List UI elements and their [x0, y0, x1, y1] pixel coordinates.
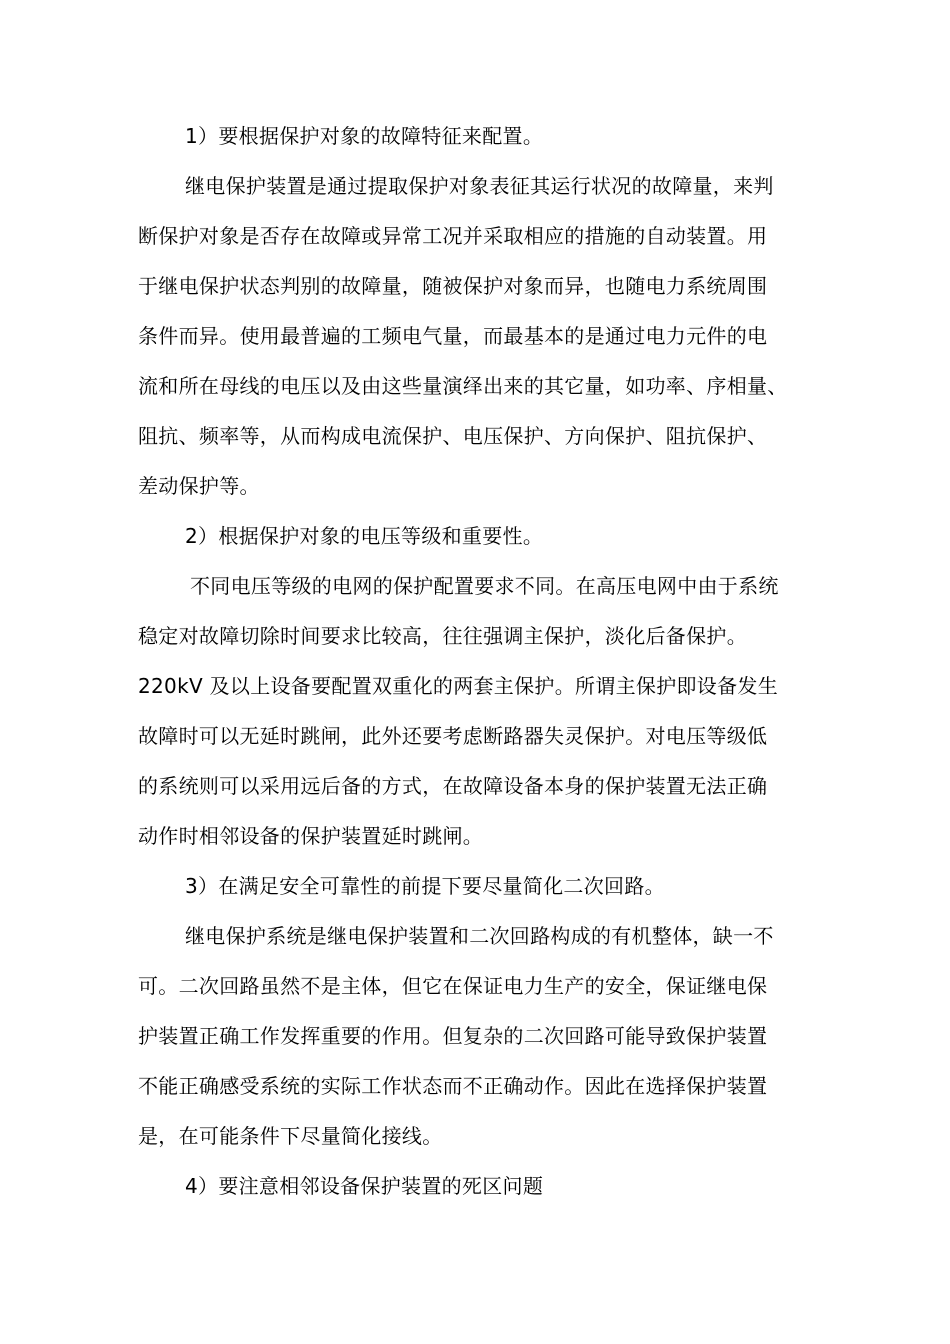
paragraph-2-line-2: 稳定对故障切除时间要求比较高，往往强调主保护，淡化后备保护。 — [138, 624, 747, 648]
paragraph-1-line-1: 继电保护装置是通过提取保护对象表征其运行状况的故障量，来判 — [185, 174, 774, 198]
paragraph-2-line-1: 不同电压等级的电网的保护配置要求不同。在高压电网中由于系统 — [190, 574, 779, 598]
paragraph-3-line-5: 是，在可能条件下尽量简化接线。 — [138, 1124, 443, 1148]
paragraph-1-line-7: 差动保护等。 — [138, 474, 260, 498]
paragraph-1-line-5: 流和所在母线的电压以及由这些量演绎出来的其它量，如功率、序相量、 — [138, 374, 788, 398]
paragraph-3-line-1: 继电保护系统是继电保护装置和二次回路构成的有机整体，缺一不 — [185, 924, 774, 948]
paragraph-3-line-3: 护装置正确工作发挥重要的作用。但复杂的二次回路可能导致保护装置 — [138, 1024, 768, 1048]
paragraph-2-line-5: 的系统则可以采用远后备的方式，在故障设备本身的保护装置无法正确 — [138, 774, 768, 798]
paragraph-1-line-6: 阻抗、频率等，从而构成电流保护、电压保护、方向保护、阻抗保护、 — [138, 424, 768, 448]
paragraph-1-line-4: 条件而异。使用最普遍的工频电气量，而最基本的是通过电力元件的电 — [138, 324, 768, 348]
heading-1: 1）要根据保护对象的故障特征来配置。 — [185, 124, 544, 148]
paragraph-2-line-6: 动作时相邻设备的保护装置延时跳闸。 — [138, 824, 484, 848]
heading-4: 4）要注意相邻设备保护装置的死区问题 — [185, 1174, 544, 1198]
paragraph-1-line-3: 于继电保护状态判别的故障量，随被保护对象而异，也随电力系统周围 — [138, 274, 768, 298]
paragraph-2-line-3: 220kV 及以上设备要配置双重化的两套主保护。所谓主保护即设备发生 — [138, 674, 778, 698]
paragraph-3-line-2: 可。二次回路虽然不是主体，但它在保证电力生产的安全，保证继电保 — [138, 974, 768, 998]
paragraph-2-line-4: 故障时可以无延时跳闸，此外还要考虑断路器失灵保护。对电压等级低 — [138, 724, 768, 748]
heading-3: 3）在满足安全可靠性的前提下要尽量简化二次回路。 — [185, 874, 665, 898]
heading-2: 2）根据保护对象的电压等级和重要性。 — [185, 524, 544, 548]
paragraph-3-line-4: 不能正确感受系统的实际工作状态而不正确动作。因此在选择保护装置 — [138, 1074, 768, 1098]
paragraph-1-line-2: 断保护对象是否存在故障或异常工况并采取相应的措施的自动装置。用 — [138, 224, 768, 248]
